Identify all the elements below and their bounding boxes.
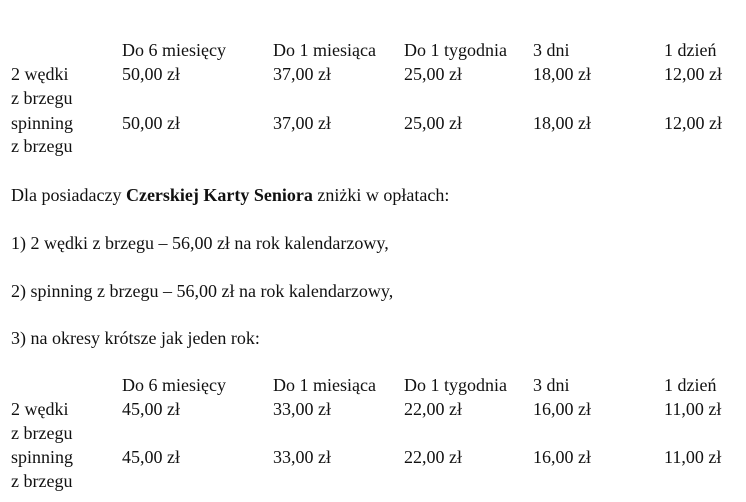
row-label: 2 wędki bbox=[11, 399, 69, 419]
price-cell: 50,00 zł bbox=[122, 113, 180, 133]
price-cell: 22,00 zł bbox=[404, 447, 462, 467]
price-cell: 33,00 zł bbox=[273, 447, 331, 467]
price-cell: 25,00 zł bbox=[404, 113, 462, 133]
price-cell: 37,00 zł bbox=[273, 113, 331, 133]
price-cell: 16,00 zł bbox=[533, 447, 591, 467]
senior-card-intro bbox=[11, 184, 449, 206]
price-cell: 16,00 zł bbox=[533, 399, 591, 419]
column-header: 1 dzień bbox=[664, 375, 717, 395]
intro-suffix: zniżki w opłatach: bbox=[312, 185, 450, 205]
intro-prefix: Dla posiadaczy bbox=[11, 185, 126, 205]
row-label-continued: z brzegu bbox=[11, 423, 73, 443]
column-header: Do 1 miesiąca bbox=[273, 375, 376, 395]
price-cell: 45,00 zł bbox=[122, 399, 180, 419]
column-header: 1 dzień bbox=[664, 40, 717, 60]
column-header: Do 6 miesięcy bbox=[122, 375, 226, 395]
column-header: 3 dni bbox=[533, 375, 570, 395]
price-cell: 18,00 zł bbox=[533, 64, 591, 84]
price-cell: 37,00 zł bbox=[273, 64, 331, 84]
price-cell: 50,00 zł bbox=[122, 64, 180, 84]
list-item: 2) spinning z brzegu – 56,00 zł na rok kalendarzowy, bbox=[11, 281, 394, 301]
price-cell: 45,00 zł bbox=[122, 447, 180, 467]
price-cell: 33,00 zł bbox=[273, 399, 331, 419]
price-cell: 22,00 zł bbox=[404, 399, 462, 419]
column-header: Do 1 tygodnia bbox=[404, 40, 507, 60]
column-header: Do 6 miesięcy bbox=[122, 40, 226, 60]
row-label: spinning bbox=[11, 447, 74, 467]
price-cell: 25,00 zł bbox=[404, 64, 462, 84]
price-cell: 11,00 zł bbox=[664, 399, 722, 419]
row-label-continued: z brzegu bbox=[11, 136, 73, 156]
senior-card-name: Czerskiej Karty Seniora bbox=[125, 185, 313, 205]
price-cell: 12,00 zł bbox=[664, 113, 722, 133]
row-label: spinning bbox=[11, 113, 74, 133]
row-label: 2 wędki bbox=[11, 64, 69, 84]
list-item: 3) na okresy krótsze jak jeden rok: bbox=[11, 328, 260, 348]
price-cell: 11,00 zł bbox=[664, 447, 722, 467]
column-header: 3 dni bbox=[533, 40, 570, 60]
row-label-continued: z brzegu bbox=[11, 471, 73, 491]
row-label-continued: z brzegu bbox=[11, 88, 73, 108]
price-cell: 18,00 zł bbox=[533, 113, 591, 133]
list-item: 1) 2 wędki z brzegu – 56,00 zł na rok kalendarzowy, bbox=[11, 233, 389, 253]
column-header: Do 1 tygodnia bbox=[404, 375, 507, 395]
price-cell: 12,00 zł bbox=[664, 64, 722, 84]
column-header: Do 1 miesiąca bbox=[273, 40, 376, 60]
